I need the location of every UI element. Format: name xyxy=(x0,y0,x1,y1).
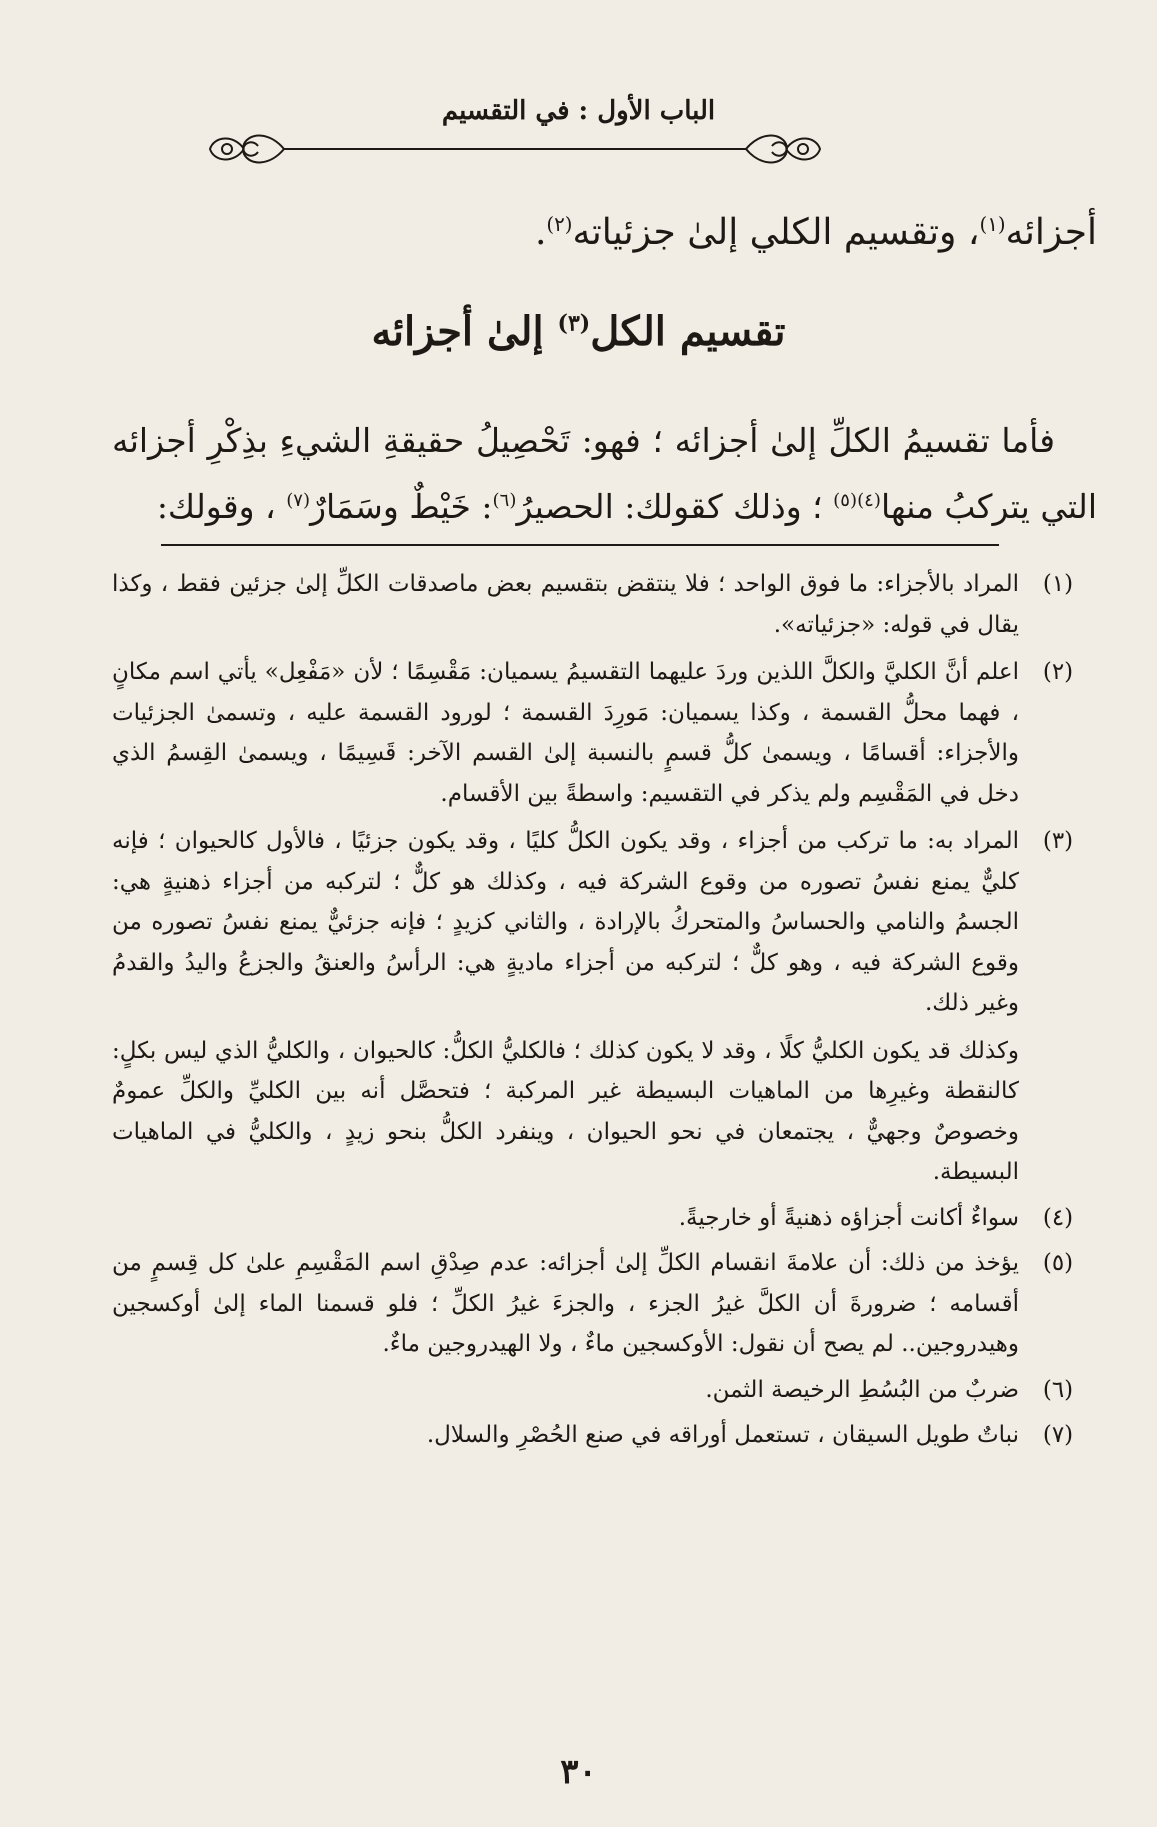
footnote-text: يؤخذ من ذلك: أن علامةَ انقسام الكلِّ إلىٰ أجزائه: عدم صِدْقِ اسم المَقْسِمِ علىٰ كل قِسمٍ من أقسامه ؛ ضرورةَ أن الكلَّ غيرُ الجزء ، والجزءَ غيرُ الكلِّ ؛ فلو قسمنا الماء إلىٰ أوكسجين وهيدروجين.. لم يصح أن نقول: الأوكسجين ماءٌ ، ولا الهيدروجين ماءٌ. xyxy=(112,1250,1019,1357)
footnote-text: المراد به: ما تركب من أجزاء ، وقد يكون الكلُّ كليًا ، وقد يكون جزئيًا ، فالأول كالحيوان ؛ فإنه كليٌّ يمنع نفسُ تصوره من وقوع الشركة فيه ، وكذلك هو كلٌّ ؛ لتركبه من أجزاء ذهنيةٍ هي: الجسمُ والنامي والحساسُ والمتحركُ بالإرادة ، والثاني كزيدٍ ؛ فإنه جزئيٌّ يمنع نفسُ تصوره من وقوع الشركة فيه ، وهو كلٌّ ؛ لتركبه من أجزاء ماديةٍ هي: الرأسُ والعنقُ والجزعُ واليدُ والقدمُ وغير ذلك. xyxy=(112,828,1019,1016)
carryover-text-2: ، وتقسيم الكلي إلىٰ جزئياته xyxy=(572,212,980,253)
footnote-ref-7: (٧) xyxy=(286,490,311,511)
section-title-part-2: إلىٰ أجزائه xyxy=(371,308,558,355)
carryover-line xyxy=(112,205,1097,261)
footnote-ref-3: (٣) xyxy=(557,310,591,337)
carryover-text-1: أجزائه xyxy=(1005,212,1097,253)
footnote-text: اعلم أنَّ الكليَّ والكلَّ اللذين وردَ عليهما التقسيمُ يسميان: مَقْسِمًا ؛ لأن «مَفْعِل» يأتي اسم مكانٍ ، فهما محلُّ القسمة ، وكذا يسميان: مَورِدَ القسمة ؛ لورود القسمة عليه ، وتسمىٰ الجزئيات والأجزاء: أقسامًا ، ويسمىٰ كلُّ قسمٍ بالنسبة إلىٰ القسم الآخر: قَسِيمًا ، ويسمىٰ القِسمُ الذي دخل في المَقْسِم ولم يذكر في التقسيم: واسطةً بين الأقسام. xyxy=(112,659,1019,807)
footnote-number: (٦) xyxy=(1042,1376,1074,1403)
footnote-ref-6: (٦) xyxy=(492,490,517,511)
footnote-number: (٧) xyxy=(1042,1422,1074,1448)
body-paragraph xyxy=(112,408,1097,540)
paragraph-text-2: ؛ وذلك كقولك: الحصيرُ xyxy=(516,487,823,526)
paragraph-text-1: فأما تقسيمُ الكلِّ إلىٰ أجزائه ؛ فهو: تَحْصِيلُ حقيقةِ الشيءِ بذِكْرِ أجزائه التي يتركبُ منها xyxy=(112,421,1097,526)
footnote-number: (٢) xyxy=(1042,659,1074,685)
footnote-continuation: وكذلك قد يكون الكليُّ كلًا ، وقد لا يكون كذلك ؛ فالكليُّ الكلُّ: كالحيوان ، والكليُّ الذي ليس بكلٍ: كالنقطة وغيرِها من الماهيات البسيطة غير المركبة ؛ فتحصَّل أنه بين الكليِّ والكلِّ عمومٌ وخصوصٌ وجهيٌّ ، يجتمعان في نحو الحيوان ، وينفرد الكلُّ بنحو زيدٍ ، والكليُّ في الماهيات البسيطة. xyxy=(112,1037,1019,1185)
footnote-number: (٥) xyxy=(1042,1250,1074,1276)
footnote-ref-5: (٥) xyxy=(833,490,858,511)
footnote-number: (٣) xyxy=(1042,828,1074,854)
footnote-ref-4: (٤) xyxy=(857,490,881,511)
ornament-divider-icon xyxy=(200,124,830,174)
footnote-item xyxy=(112,1370,1097,1411)
footnote-ref-1: (١) xyxy=(979,213,1006,236)
paragraph-text-3: : خَيْطٌ وسَمَارٌ xyxy=(310,487,493,526)
footnote-item xyxy=(112,652,1097,814)
footnote-text: سواءٌ أكانت أجزاؤه ذهنيةً أو خارجيةً. xyxy=(678,1204,1019,1231)
running-header: الباب الأول : في التقسيم xyxy=(441,96,716,126)
footnote-number: (١) xyxy=(1042,571,1074,597)
section-heading xyxy=(0,308,1157,355)
footnote-item xyxy=(112,1198,1097,1239)
footnote-ref-2: (٢) xyxy=(546,213,573,236)
footnotes-section xyxy=(112,564,1097,1456)
footnote-number: (٤) xyxy=(1042,1204,1074,1231)
footnote-item xyxy=(112,1415,1097,1456)
footnote-item xyxy=(112,821,1097,1024)
paragraph-text-4: ، وقولك: xyxy=(156,487,276,526)
footnote-separator xyxy=(161,544,999,546)
footnote-text: ضربٌ من البُسُطِ الرخيصة الثمن. xyxy=(705,1376,1019,1403)
carryover-text-3: . xyxy=(534,212,547,253)
footnote-text: المراد بالأجزاء: ما فوق الواحد ؛ فلا ينتقض بتقسيم بعض ماصدقات الكلِّ إلىٰ جزئين فقط ، وكذا يقال في قوله: «جزئياته». xyxy=(112,571,1019,638)
section-title-part-1: تقسيم الكل xyxy=(590,308,786,355)
page-number: ٣٠ xyxy=(560,1752,597,1792)
footnote-item xyxy=(112,564,1097,645)
footnote-text: نباتٌ طويل السيقان ، تستعمل أوراقه في صنع الحُصْرِ والسلال. xyxy=(426,1422,1019,1448)
footnote-item xyxy=(112,1243,1097,1365)
